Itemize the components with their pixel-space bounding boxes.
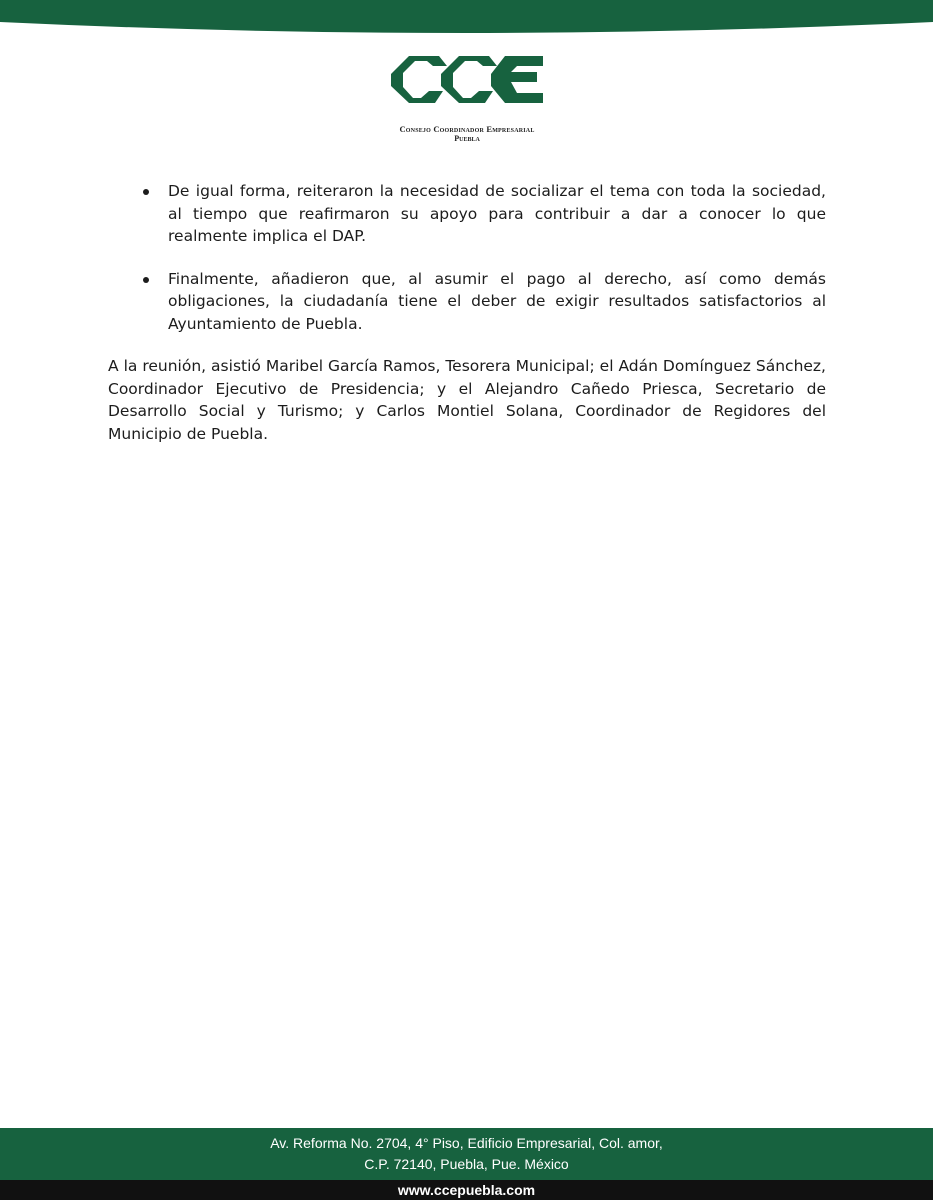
footer-address-line1: Av. Reforma No. 2704, 4° Piso, Edificio Empresarial, Col. amor, — [270, 1135, 663, 1151]
header-band — [0, 0, 933, 60]
bullet-item — [108, 180, 826, 248]
footer-address-band — [0, 1128, 933, 1180]
logo-org-name: Consejo Coordinador Empresarial — [399, 124, 535, 134]
bullet-text: De igual forma, reiteraron la necesidad de socializar el tema con toda la sociedad, al tiempo que reafirmaron su apoyo para contribuir a dar a conocer lo que realmente implica el DAP. — [168, 182, 826, 245]
bullet-dot-icon — [143, 189, 149, 195]
header-band-shape — [0, 0, 933, 60]
cce-logo-mark — [387, 52, 547, 122]
footer-address-line2: C.P. 72140, Puebla, Pue. México — [364, 1156, 569, 1172]
closing-paragraph: A la reunión, asistió Maribel García Ramos, Tesorera Municipal; el Adán Domínguez Sánchez, Coordinador Ejecutivo de Presidencia; y el Alejandro Cañedo Priesca, Secretario de Desarrollo Social y Turismo; y Carlos Montiel Solana, Coordinador de Regidores del Municipio de Puebla. — [108, 357, 826, 443]
bullet-text: Finalmente, añadieron que, al asumir el pago al derecho, así como demás obligaciones, la ciudadanía tiene el deber de exigir resultados satisfactorios al Ayuntamiento de Puebla. — [168, 269, 826, 333]
bullet-item — [108, 268, 826, 336]
document-body — [108, 180, 826, 445]
bullet-list — [108, 180, 826, 335]
logo-city: Puebla — [454, 134, 480, 143]
footer-website: www.ccepuebla.com — [0, 1180, 933, 1200]
bullet-dot-icon — [143, 277, 149, 283]
cce-logo — [378, 52, 556, 148]
